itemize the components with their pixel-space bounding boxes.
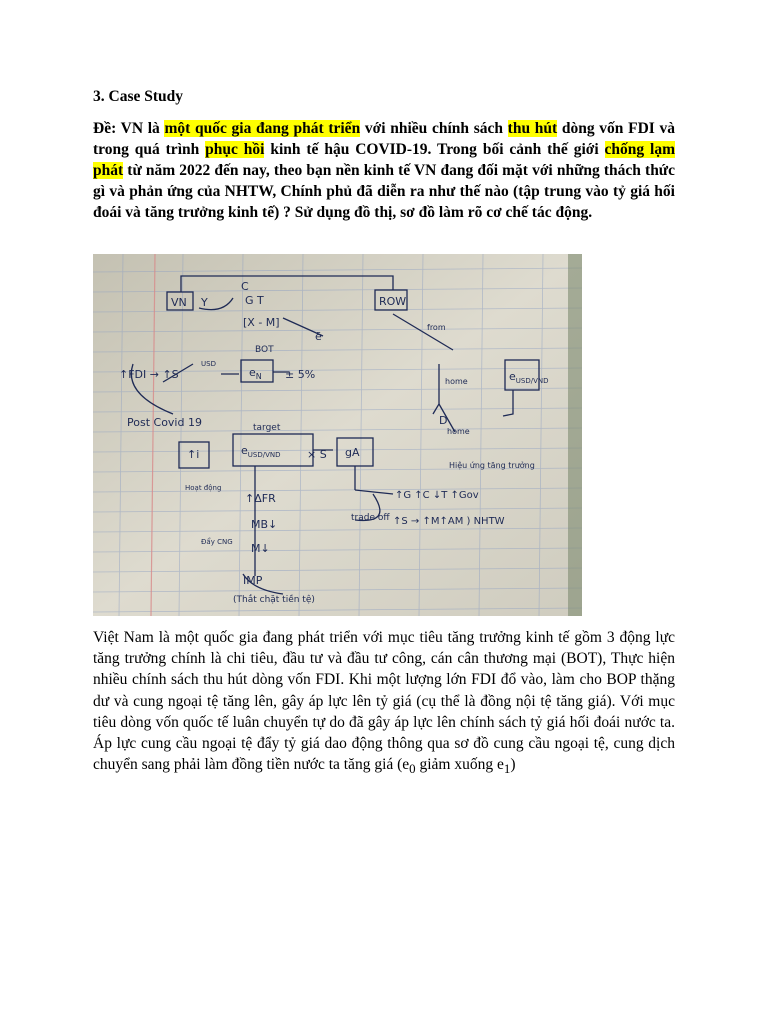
imp-label: IMP [243, 574, 263, 587]
xm-label: [X - M] [243, 316, 280, 329]
handwritten-diagram-photo [93, 254, 582, 616]
body-text-mid: giảm xuống e [415, 756, 504, 774]
exam-prompt [93, 118, 675, 223]
prompt-text: từ năm 2022 đến nay, theo bạn nền kinh tế VN đang đối mặt với những thách thức gì và phản ứng của NHTW, Chính phủ đã diễn ra như thế nào (tập trung vào tỷ giá hối đoái và tăng trưởng kinh tế) ? Sử dụng đồ thị, sơ đồ làm rõ cơ chế tác động. [93, 162, 675, 221]
home-label-2: home [447, 427, 470, 436]
mb-label: MB↓ [251, 518, 278, 531]
prompt-highlight: chống lạm phát [93, 141, 676, 179]
target-label: target [253, 423, 281, 433]
prompt-highlight: phục hồi [205, 141, 265, 158]
prompt-highlight: một quốc gia đang phát triển [164, 120, 361, 137]
cng-note-label: Đẩy CNG [201, 538, 233, 546]
body-text: Việt Nam là một quốc gia đang phát triển với mục tiêu tăng trưởng kinh tế gồm 3 động lực tăng trưởng chính là chi tiêu, đầu tư và đầu tư công, cán cân thương mại (BOT), Thực hiện nhiều chính sách thu hút dòng vốn FDI. Khi một lượng lớn FDI đổ vào, làm cho BOP thặng dư và cung ngoại tệ tăng lên, gây áp lực lên tỷ giá (cụ thể là đồng nội tệ tăng giá). Với mục tiêu dòng vốn quốc tế luân chuyển tự do đã gây áp lực lên chính sách tỷ giá hối đoái nước ta. Áp lực cung cầu ngoại tệ đẩy tỷ giá dao động thông qua sơ đồ cung cầu ngoại tệ, cung dịch chuyển sang phải làm đồng tiền nước ta tăng giá (e [93, 629, 675, 774]
en-label: $e_N$ [249, 366, 262, 381]
home-label: home [445, 377, 468, 386]
usd-label: USD [201, 360, 216, 368]
e0-subscript: 0 [409, 761, 416, 777]
evnd-label: $e_{USD/VND}$ [241, 444, 281, 459]
from-label: from [427, 323, 446, 332]
pm5-label: ± 5% [285, 368, 316, 381]
fdi-label: ↑FDI → ↑S [119, 368, 179, 381]
prompt-highlight: thu hút [507, 120, 558, 137]
vn-label: VN [171, 296, 187, 309]
bot-label: BOT [255, 345, 274, 355]
trade-off-label: trade off [351, 513, 390, 523]
prompt-text: kinh tế hậu COVID-19. Trong bối cảnh thế giới [264, 141, 605, 158]
activity-note-label: Hoạt động [185, 484, 222, 492]
gov-label: ↑G ↑C ↓T ↑Gov [395, 490, 479, 501]
growth-note-label: Hiệu ứng tăng trưởng [449, 461, 535, 470]
prompt-text: với nhiều chính sách [360, 120, 508, 137]
evnd-right-label: $e_{USD/VND}$ [509, 370, 549, 385]
body-paragraph [93, 627, 675, 780]
background-edge [568, 254, 582, 616]
body-text-end: ) [510, 756, 516, 774]
section-heading: 3. Case Study [93, 88, 184, 105]
m-label: M↓ [251, 542, 270, 555]
gt-label: G T [245, 294, 264, 307]
xs-label: × S [307, 448, 327, 461]
y-label: Y [201, 296, 208, 309]
ga-label: gA [345, 446, 360, 459]
e1-subscript: 1 [503, 761, 511, 777]
prompt-text: Đề: VN là [93, 120, 165, 137]
dfr-label: ↑ΔFR [245, 492, 276, 505]
i-label: ↑i [187, 448, 200, 461]
c-label: C [241, 280, 249, 293]
ebar-label: ē [315, 330, 322, 343]
post-covid-label: Post Covid 19 [127, 416, 202, 429]
d-usd-label: D [439, 414, 448, 427]
ms-label: ↑S → ↑M↑AM ) NHTW [393, 516, 505, 527]
prompt-text: dòng vốn FDI và trong quá trình [93, 120, 675, 158]
imp-note-label: (Thắt chặt tiền tệ) [233, 595, 315, 605]
notebook-page-sketch [93, 254, 582, 616]
row-label: ROW [379, 295, 407, 308]
